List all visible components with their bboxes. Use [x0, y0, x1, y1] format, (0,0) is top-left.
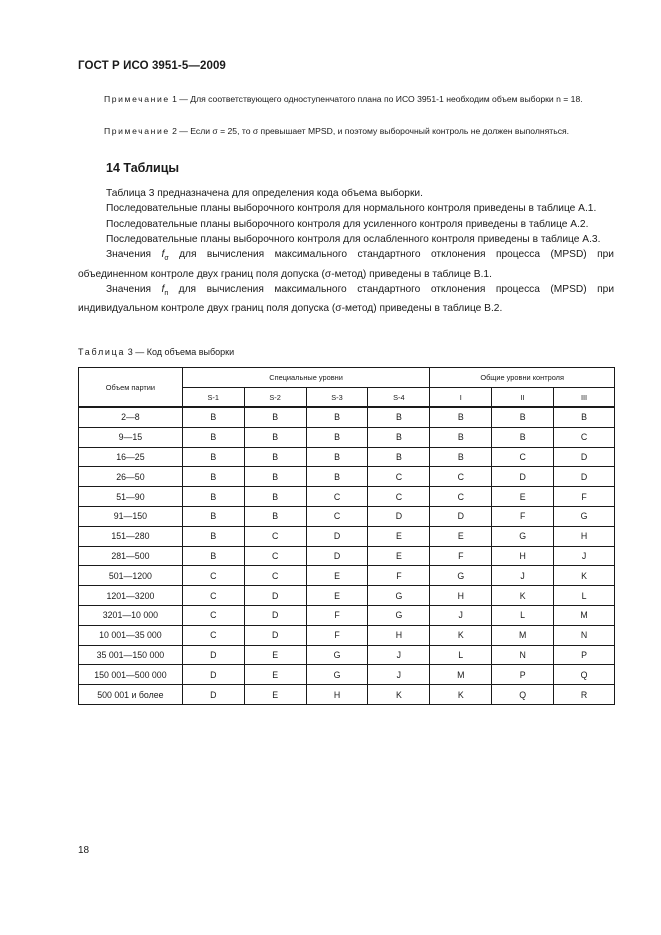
code-letter-cell: K: [430, 685, 492, 705]
f-symbol: f: [161, 283, 165, 295]
code-letter-cell: B: [244, 427, 306, 447]
code-letter-cell: H: [430, 586, 492, 606]
lot-size-cell: 150 001—500 000: [79, 665, 183, 685]
table-row: [79, 605, 615, 625]
table-row: [79, 447, 615, 467]
code-letter-cell: C: [182, 586, 244, 606]
level-header-s4: S-4: [368, 388, 430, 408]
code-letter-cell: K: [492, 586, 554, 606]
table-row: [79, 625, 615, 645]
code-letter-cell: B: [306, 407, 368, 427]
note-2: [78, 124, 614, 138]
paragraph-6-pre: Значения: [106, 283, 162, 295]
paragraph-3: Последовательные планы выборочного контроля для усиленного контроля приведены в таблице А.2.: [106, 218, 589, 230]
paragraph-5: [78, 247, 614, 282]
code-letter-cell: G: [306, 665, 368, 685]
code-letter-cell: H: [306, 685, 368, 705]
code-letter-cell: C: [368, 467, 430, 487]
table-row: [79, 566, 615, 586]
code-letter-cell: C: [306, 506, 368, 526]
code-letter-cell: M: [430, 665, 492, 685]
note-2-text: 2 — Если σ = 25, то σ превышает MPSD, и поэтому выборочный контроль не должен выполняться.: [172, 126, 570, 136]
code-letter-cell: B: [244, 447, 306, 467]
paragraph-2: Последовательные планы выборочного контроля для нормального контроля приведены в таблице А.1.: [106, 203, 597, 215]
code-letter-cell: D: [554, 447, 615, 467]
code-letter-cell: B: [182, 407, 244, 427]
code-letter-cell: B: [430, 407, 492, 427]
lot-size-cell: 501—1200: [79, 566, 183, 586]
level-header-s3: S-3: [306, 388, 368, 408]
code-letter-cell: B: [368, 427, 430, 447]
code-letter-cell: D: [244, 625, 306, 645]
code-letter-cell: L: [430, 645, 492, 665]
table-body: [79, 407, 615, 704]
table-row: [79, 487, 615, 507]
code-letter-cell: F: [368, 566, 430, 586]
code-letter-cell: F: [554, 487, 615, 507]
table-row: [79, 665, 615, 685]
code-letter-cell: B: [244, 506, 306, 526]
table-row: [79, 427, 615, 447]
code-letter-cell: J: [368, 665, 430, 685]
lot-size-cell: 1201—3200: [79, 586, 183, 606]
code-letter-cell: J: [492, 566, 554, 586]
code-letter-cell: G: [492, 526, 554, 546]
code-letter-cell: M: [554, 605, 615, 625]
note-1-text: 1 — Для соответствующего одноступенчатого плана по ИСО 3951-1 необходим объем выборки n = 18.: [172, 94, 583, 104]
code-letter-cell: B: [554, 407, 615, 427]
code-letter-cell: E: [368, 546, 430, 566]
code-letter-cell: C: [430, 487, 492, 507]
f-symbol: f: [161, 249, 165, 261]
p-subscript: п: [164, 289, 169, 297]
f-sigma-symbol: [161, 249, 169, 263]
code-letter-cell: E: [492, 487, 554, 507]
code-letter-cell: N: [554, 625, 615, 645]
paragraph-5-pre: Значения: [106, 249, 162, 261]
code-letter-cell: C: [182, 605, 244, 625]
code-letter-cell: B: [182, 506, 244, 526]
paragraph-5-post: для вычисления максимального стандартного отклонения процесса (MPSD) при объединенном контроле двух границ поля допуска (σ-метод) приведены в таблице В.1.: [78, 249, 615, 280]
lot-size-cell: 26—50: [79, 467, 183, 487]
code-letter-cell: E: [306, 566, 368, 586]
level-header-i: I: [430, 388, 492, 408]
code-letter-cell: B: [244, 467, 306, 487]
code-letter-cell: B: [430, 427, 492, 447]
code-letter-cell: D: [182, 645, 244, 665]
section-title: 14 Таблицы: [106, 161, 180, 175]
code-letter-cell: B: [368, 447, 430, 467]
code-letter-cell: P: [554, 645, 615, 665]
code-letter-cell: C: [492, 447, 554, 467]
code-letter-cell: D: [182, 685, 244, 705]
table-row: [79, 506, 615, 526]
code-letter-cell: F: [492, 506, 554, 526]
level-header-s2: S-2: [244, 388, 306, 408]
code-letter-cell: D: [182, 665, 244, 685]
table-caption: [78, 347, 234, 357]
code-letter-cell: R: [554, 685, 615, 705]
code-letter-cell: G: [306, 645, 368, 665]
table-caption-lead: Таблица: [78, 347, 126, 357]
code-letter-cell: G: [368, 605, 430, 625]
code-letter-cell: F: [306, 625, 368, 645]
code-letter-cell: G: [430, 566, 492, 586]
table-row: [79, 407, 615, 427]
lot-size-cell: 500 001 и более: [79, 685, 183, 705]
code-letter-cell: J: [554, 546, 615, 566]
code-letter-cell: Q: [492, 685, 554, 705]
table-row: [79, 546, 615, 566]
code-letter-cell: C: [244, 526, 306, 546]
lot-size-cell: 9—15: [79, 427, 183, 447]
code-letter-cell: B: [430, 447, 492, 467]
table-caption-text: 3 — Код объема выборки: [127, 347, 235, 357]
code-letter-cell: D: [368, 506, 430, 526]
paragraph-6: [78, 282, 614, 317]
code-letter-cell: C: [244, 546, 306, 566]
sigma-subscript: σ: [164, 255, 169, 263]
level-header-iii: III: [554, 388, 615, 408]
paragraph-4: Последовательные планы выборочного контроля для ослабленного контроля приведены в таблице А.3.: [106, 233, 601, 245]
code-letter-cell: B: [306, 427, 368, 447]
code-letter-cell: K: [430, 625, 492, 645]
code-letter-cell: E: [244, 645, 306, 665]
lot-size-cell: 51—90: [79, 487, 183, 507]
code-letter-cell: B: [182, 447, 244, 467]
table-row: [79, 645, 615, 665]
lot-size-cell: 91—150: [79, 506, 183, 526]
table-row: [79, 526, 615, 546]
lot-size-header: Объем партии: [79, 368, 183, 408]
code-letter-cell: E: [306, 586, 368, 606]
code-letter-cell: G: [368, 586, 430, 606]
code-letter-cell: J: [368, 645, 430, 665]
lot-size-cell: 151—280: [79, 526, 183, 546]
table-row: [79, 586, 615, 606]
document-header: ГОСТ Р ИСО 3951-5—2009: [78, 60, 226, 72]
lot-size-cell: 35 001—150 000: [79, 645, 183, 665]
paragraph-1: Таблица 3 предназначена для определения кода объема выборки.: [106, 188, 423, 199]
code-letter-cell: Q: [554, 665, 615, 685]
code-letter-cell: B: [244, 487, 306, 507]
level-header-ii: II: [492, 388, 554, 408]
code-letter-cell: C: [368, 487, 430, 507]
code-letter-cell: C: [306, 487, 368, 507]
code-letter-cell: B: [306, 467, 368, 487]
lot-size-cell: 281—500: [79, 546, 183, 566]
code-letter-cell: B: [306, 447, 368, 467]
code-letter-cell: E: [244, 685, 306, 705]
code-letter-cell: B: [182, 487, 244, 507]
code-letter-cell: D: [492, 467, 554, 487]
code-letter-cell: K: [368, 685, 430, 705]
code-letter-cell: H: [554, 526, 615, 546]
code-letter-cell: M: [492, 625, 554, 645]
code-letter-cell: B: [182, 526, 244, 546]
code-letter-cell: B: [492, 407, 554, 427]
code-letter-cell: H: [368, 625, 430, 645]
note-1-lead: Примечание: [104, 94, 170, 104]
table-row: [79, 685, 615, 705]
code-letter-cell: B: [492, 427, 554, 447]
special-levels-header: Специальные уровни: [182, 368, 430, 388]
lot-size-cell: 16—25: [79, 447, 183, 467]
code-letter-cell: B: [368, 407, 430, 427]
code-letter-cell: N: [492, 645, 554, 665]
lot-size-cell: 10 001—35 000: [79, 625, 183, 645]
code-letter-cell: D: [306, 546, 368, 566]
code-letter-cell: C: [182, 625, 244, 645]
code-letter-cell: K: [554, 566, 615, 586]
code-letter-cell: B: [244, 407, 306, 427]
code-letter-cell: F: [430, 546, 492, 566]
code-letter-cell: D: [430, 506, 492, 526]
lot-size-cell: 3201—10 000: [79, 605, 183, 625]
code-letter-cell: E: [430, 526, 492, 546]
note-2-lead: Примечание: [104, 126, 170, 136]
code-letter-cell: E: [368, 526, 430, 546]
code-letter-cell: D: [554, 467, 615, 487]
paragraph-6-post: для вычисления максимального стандартного отклонения процесса (MPSD) при индивидуальном контроле двух границ поля допуска (σ-метод) приведены в таблице В.2.: [78, 283, 615, 315]
code-letter-cell: B: [182, 546, 244, 566]
sample-size-code-table: [78, 367, 615, 705]
general-levels-header: Общие уровни контроля: [430, 368, 615, 388]
code-letter-cell: C: [430, 467, 492, 487]
body-text: [78, 186, 614, 316]
code-letter-cell: P: [492, 665, 554, 685]
code-letter-cell: B: [182, 427, 244, 447]
code-letter-cell: J: [430, 605, 492, 625]
table-row: [79, 467, 615, 487]
code-letter-cell: D: [244, 586, 306, 606]
code-letter-cell: L: [492, 605, 554, 625]
code-letter-cell: C: [244, 566, 306, 586]
page-number: 18: [78, 845, 90, 856]
code-letter-cell: L: [554, 586, 615, 606]
code-letter-cell: B: [182, 467, 244, 487]
code-letter-cell: G: [554, 506, 615, 526]
code-letter-cell: C: [554, 427, 615, 447]
level-header-s1: S-1: [182, 388, 244, 408]
code-letter-cell: C: [182, 566, 244, 586]
note-1: [78, 92, 614, 106]
code-letter-cell: D: [244, 605, 306, 625]
code-letter-cell: D: [306, 526, 368, 546]
code-letter-cell: H: [492, 546, 554, 566]
code-letter-cell: E: [244, 665, 306, 685]
lot-size-cell: 2—8: [79, 407, 183, 427]
code-letter-cell: F: [306, 605, 368, 625]
